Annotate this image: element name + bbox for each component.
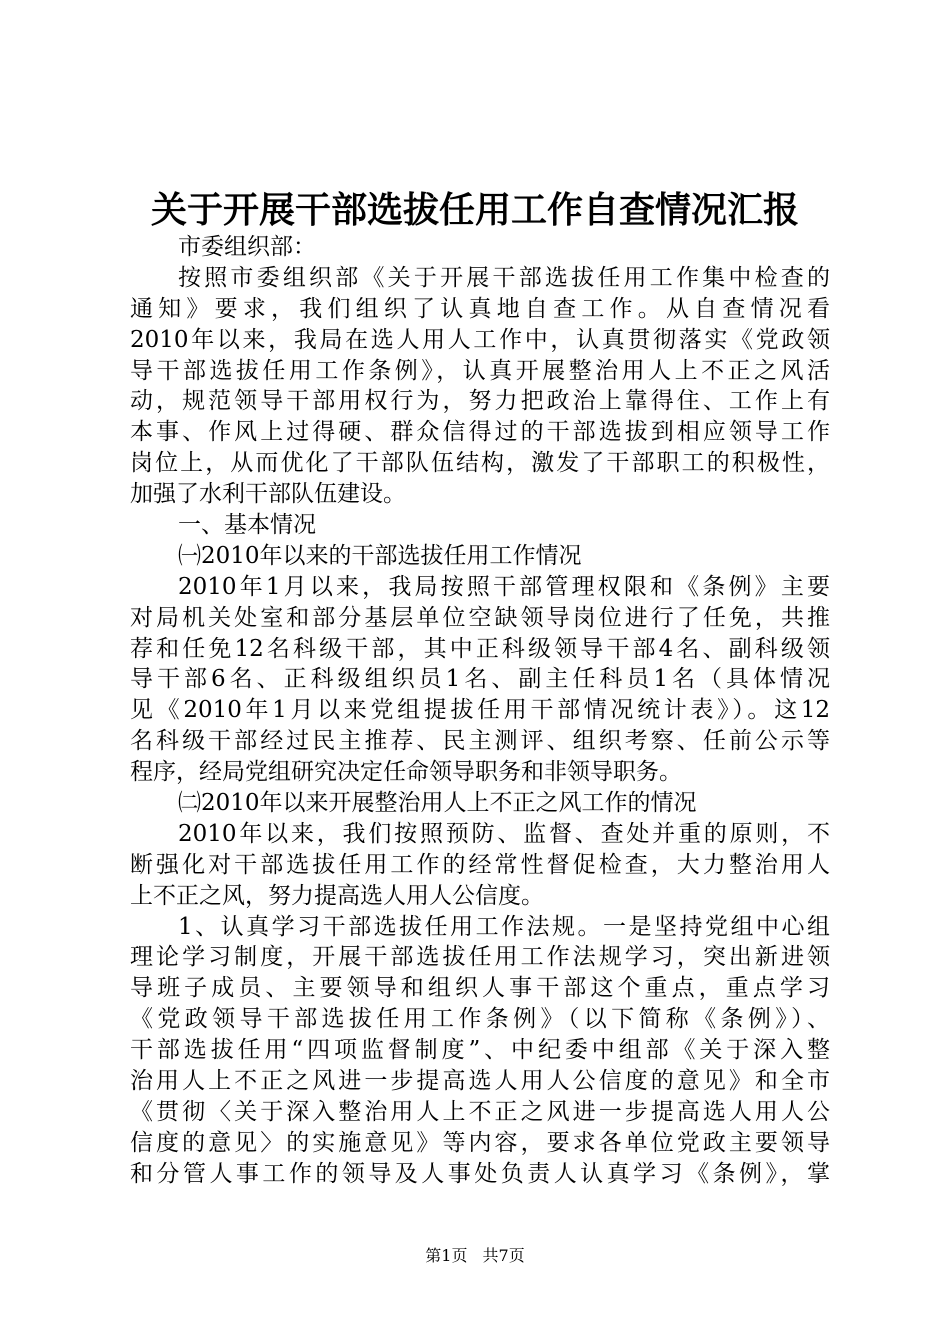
- text-line: 本事、作风上过得硬、群众信得过的干部选拔到相应领导工作: [130, 419, 830, 446]
- text-line: 导班子成员、主要领导和组织人事干部这个重点，重点学习: [130, 975, 830, 1002]
- text-line: 通知》要求，我们组织了认真地自查工作。从自查情况看: [130, 295, 830, 322]
- text-line: 2010年以来，我局在选人用人工作中，认真贯彻落实《党政领: [130, 326, 830, 353]
- text-line: 动，规范领导干部用权行为，努力把政治上靠得住、工作上有: [130, 388, 830, 415]
- text-line: 岗位上，从而优化了干部队伍结构，激发了干部职工的积极性，: [130, 450, 830, 477]
- text-line: 上不正之风，努力提高选人用人公信度。: [130, 882, 544, 909]
- text-line: ㈠2010年以来的干部选拔任用工作情况: [178, 542, 582, 569]
- page-footer: [0, 1244, 950, 1268]
- text-line: 程序，经局党组研究决定任命领导职务和非领导职务。: [130, 759, 682, 786]
- text-line: 《党政领导干部选拔任用工作条例》（以下简称《条例》）、: [130, 1006, 830, 1033]
- text-line: 信度的意见〉的实施意见》等内容，要求各单位党政主要领导: [130, 1129, 830, 1156]
- text-line: 按照市委组织部《关于开展干部选拔任用工作集中检查的: [178, 264, 830, 291]
- text-line: 导干部6名、正科级组织员1名、副主任科员1名（具体情况: [130, 666, 830, 693]
- text-line: 治用人上不正之风进一步提高选人用人公信度的意见》和全市: [130, 1068, 830, 1095]
- text-line: 1、认真学习干部选拔任用工作法规。一是坚持党组中心组: [178, 913, 830, 940]
- text-line: 市委组织部：: [178, 234, 316, 260]
- text-line: 理论学习制度，开展干部选拔任用工作法规学习，突出新进领: [130, 944, 830, 971]
- text-line: 一、基本情况: [178, 512, 316, 539]
- text-line: 断强化对干部选拔任用工作的经常性督促检查，大力整治用人: [130, 851, 830, 878]
- page-number: 第1页: [425, 1246, 468, 1265]
- page-total: 共7页: [482, 1246, 525, 1265]
- text-line: 2010年以来，我们按照预防、监督、查处并重的原则，不: [178, 820, 830, 847]
- document-title: 关于开展干部选拔任用工作自查情况汇报: [150, 189, 799, 231]
- text-line: 名科级干部经过民主推荐、民主测评、组织考察、任前公示等: [130, 728, 830, 755]
- text-line: 干部选拔任用“四项监督制度”、中纪委中组部《关于深入整: [130, 1037, 830, 1064]
- text-line: 对局机关处室和部分基层单位空缺领导岗位进行了任免，共推: [130, 604, 830, 631]
- document-body: [130, 232, 830, 1190]
- text-line: 见《2010年1月以来党组提拔任用干部情况统计表》）。这12: [130, 697, 830, 724]
- text-line: 荐和任免12名科级干部，其中正科级领导干部4名、副科级领: [130, 635, 830, 662]
- text-line: 《贯彻〈关于深入整治用人上不正之风进一步提高选人用人公: [130, 1098, 830, 1125]
- text-line: 2010年1月以来，我局按照干部管理权限和《条例》主要: [178, 573, 830, 600]
- text-line: ㈡2010年以来开展整治用人上不正之风工作的情况: [178, 790, 697, 817]
- text-line: 导干部选拔任用工作条例》，认真开展整治用人上不正之风活: [130, 357, 830, 384]
- text-line: 加强了水利干部队伍建设。: [130, 481, 406, 508]
- text-line: 和分管人事工作的领导及人事处负责人认真学习《条例》，掌: [130, 1160, 830, 1187]
